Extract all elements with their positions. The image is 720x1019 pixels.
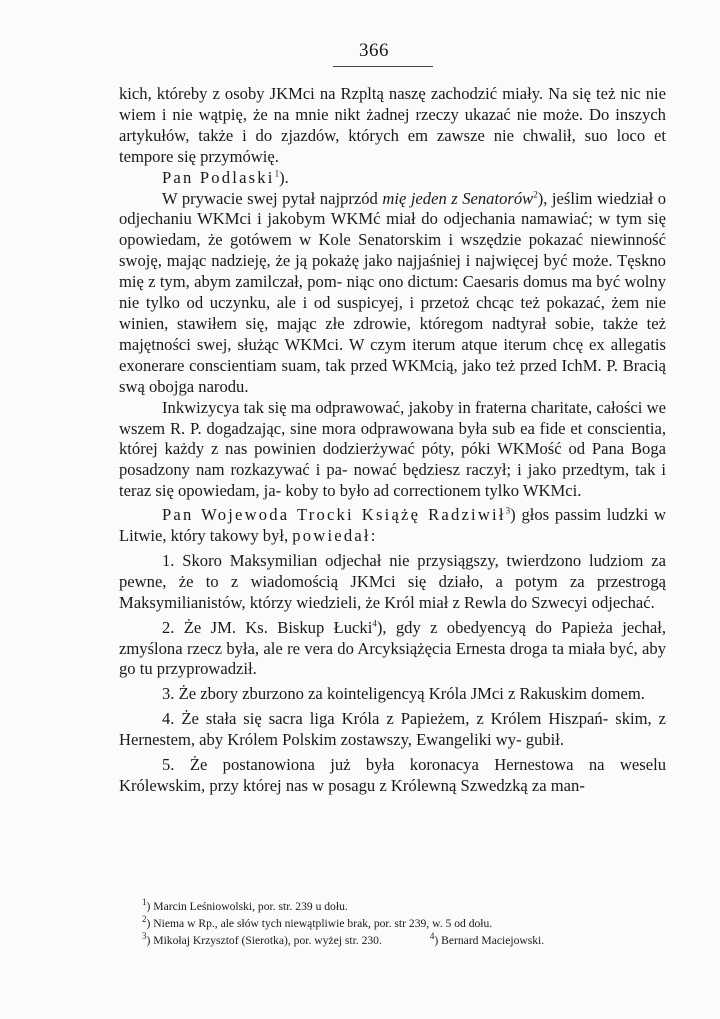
italic-phrase: mię jeden z Senatorów <box>382 188 534 208</box>
footnote-mark: 3 <box>142 931 147 942</box>
text-line: najjaśniej i najwięcej być może. Tęskno mię z tym, abym zamilczał, pom- <box>119 251 666 292</box>
text-line: ale i od suspicyej, i przetoż chcąc też pokazać, żem nie winien, stawiłem <box>119 293 666 333</box>
text-line: W prywacie swej pytał najprzód <box>162 188 378 208</box>
text-line: skim, z Hernestem, aby Królem Polskim zostawszy, Ewangeliki wy- <box>119 709 666 750</box>
paragraph-1 <box>119 84 666 168</box>
paragraph-4: Pan Wojewoda Trocki Książę Radziwił$^3$) głos passim ludzki w Litwie, który takowy był, powiedał: <box>119 505 666 546</box>
text-line: 2. Że JM. Ks. Biskup Łucki <box>162 617 373 637</box>
speaker-name: Pan Podlaski <box>162 167 275 187</box>
text-line: domem. <box>591 684 645 704</box>
footnote-ref: 1 <box>274 168 280 179</box>
text-line: się, mając złe zdrowie, któregom nadtyrał sobie, także też majętności <box>119 313 666 354</box>
footnote-text: Niema w Rp., ale słów tych niewątpliwie brak, por. str 239, w. 5 od dołu. <box>153 917 493 930</box>
paragraph-3 <box>119 398 666 503</box>
footnote-mark: 1 <box>142 897 147 908</box>
text-line: 3. Że zbory zburzono za kointeligencyą Króla JMci z Rakuskim <box>162 684 587 704</box>
text-line: nie może. Do inszych artykułów, także i do zjazdów, których em zawsze <box>119 104 666 145</box>
text-line: exonerare conscientiam suam, tak przed WKMcią, jako też przed IchM. <box>119 355 602 375</box>
text-line: koby to było ad correctionem tylko WKMci. <box>285 481 582 501</box>
footnote-text: Mikołaj Krzysztof (Sierotka), por. wyżej str. 230. <box>153 934 382 947</box>
footnote-ref: 4 <box>372 618 377 629</box>
text-line: jechał, zmyślona rzecz była, ale re vera do Arcyksiążęcia Ernesta droga <box>119 617 666 658</box>
footnote: $^1$) Marcin Leśniowolski, por. str. 239 u dołu. <box>142 897 348 913</box>
page-number-rule <box>333 66 433 67</box>
text-line: wiedział o odjechaniu WKMci i jakobym WKMć miał do odjechania <box>119 188 666 229</box>
text-line: niąc ono dictum: Caesaris domus ma być wolny nie tylko od uczynku, <box>119 272 666 313</box>
footnote-text: Marcin Leśniowolski, por. str. 239 u dołu. <box>153 900 348 913</box>
text-line: całości we wszem R. P. dogadzając, sine mora odprawowana była <box>119 397 666 438</box>
text-line: Inkwizycya tak się ma odprawować, jakoby in fraterna charitate, <box>162 397 593 417</box>
text-line: odjechać. <box>591 592 655 612</box>
speaker-heading-1: Pan Podlaski$^1$). <box>162 167 289 187</box>
text-line: 4. Że stała się sacra liga Króla z Papieżem, z Królem Hiszpań- <box>162 709 609 729</box>
text-line: ta miała być, aby go tu przyprowadził. <box>119 638 666 679</box>
text-line: Królewskim, przy której nas w posagu z Królewną Szwedzką za man- <box>119 776 585 795</box>
text-line: 5. Że postanowiona już była koronacya Hernestowa na weselu <box>162 755 666 775</box>
text-line: za pewne, że to z wiadomością JKMci się działo, a potym za przestrogą <box>119 550 666 591</box>
text-line: kich, któreby z osoby JKMci na Rzpltą naszę zachodzić miały. Na się <box>119 84 591 103</box>
paragraph-2: W prywacie swej pytał najprzód mię jeden z Senatorów$^2$), jeślim wiedział o odjechaniu WKMci i jakobym WKMć miał do odjechania namawiać; w tym się opowiedam, że gotówem w Kole Senatorskim i wszędzie pokazać niewinność swoję, mając nadzieję, że ją pokażę jako najjaśniej i najwięcej być może. Tęskno mię z tym, abym zamilczał, pom- niąc ono dictum: Caesaris domus ma być wolny nie tylko od uczynku, ale i od suspicyej, i przetoż chcąc też pokazać, żem nie winien, stawiłem się, mając złe zdrowie, któregom nadtyrał sobie, także też majętności swej, służąc WKMci. W czym iterum atque iterum chcę ex allegatis exonerare conscientiam suam, tak przed WKMcią, jako też przed IchM. P. Bracią swą obojga narodu. <box>119 188 667 396</box>
footnote: $^2$) Niema w Rp., ale słów tych niewątpliwie brak, por. str 239, w. 5 od dołu. <box>142 914 493 930</box>
text-line: sub ea fide et conscientia, której każdy z nas powinien dodzierżywać <box>119 418 667 459</box>
footnote-ref: 2 <box>533 189 538 199</box>
speaker-name: Pan Wojewoda Trocki Książę Radziwił <box>162 505 506 525</box>
text-line: też nic nie wiem i nie wątpię, że na mnie nikt żadnej rzeczy ukazać <box>119 84 667 124</box>
text-line: nie chwalił, suo loco et tempore się przymówię. <box>119 125 666 166</box>
list-item <box>119 684 666 705</box>
text-line: 1. Skoro Maksymilian odjechał nie przysiągszy, twierdzono ludziom <box>162 550 644 570</box>
page-number: 366 <box>359 40 389 61</box>
text-line: gdy z obedyencyą do Papieża <box>395 617 613 637</box>
text-line: głos passim <box>521 505 601 525</box>
list-item: 2. Że JM. Ks. Biskup Łucki$^4$), gdy z obedyencyą do Papieża jechał, zmyślona rzecz była, ale re vera do Arcyksiążęcia Ernesta droga ta miała być, aby go tu przyprowadził. <box>119 617 666 679</box>
text-line: nować będziesz raczył; i jako przedtym, tak i teraz się opowiedam, ja- <box>119 460 666 501</box>
spaced-word: powiedał: <box>292 526 378 546</box>
text-line: póty, póki WKMość od Pana Boga posadzony nam rozkazywać i pa- <box>119 439 666 480</box>
text-line: swej, służąc WKMci. W czym iterum atque iterum chcę ex allegatis <box>196 334 666 354</box>
footnote-ref: 3 <box>505 505 511 516</box>
text-line: ludzki w Litwie, który takowy był, <box>119 505 666 546</box>
list-item <box>119 551 666 614</box>
footnote-mark: 4 <box>429 931 435 942</box>
text-line: gubił. <box>525 730 565 750</box>
text-line: namawiać; w tym się opowiedam, że gotówem w Kole Senatorskim <box>119 209 667 250</box>
footnote-text: Bernard Maciejowski. <box>441 934 545 947</box>
footnote-mark: 2 <box>142 914 147 925</box>
list-item <box>119 709 666 751</box>
text-line: Maksymilianistów, którzy wiedzieli, że Król miał z Rewla do Szwecyi <box>119 592 588 612</box>
list-item <box>119 755 666 797</box>
text-line: i wszędzie pokazać niewinność swoję, mając nadzieję, że ją pokażę jako <box>119 230 667 271</box>
footnote: $^3$) Mikołaj Krzysztof (Sierotka), por. wyżej str. 230. $^4$) Bernard Maciejowski. <box>142 931 545 947</box>
text-line: P. Bracią swą obojga narodu. <box>119 355 666 396</box>
body-text <box>119 84 666 797</box>
footnotes <box>142 898 657 949</box>
text-line: jeślim <box>551 188 593 208</box>
